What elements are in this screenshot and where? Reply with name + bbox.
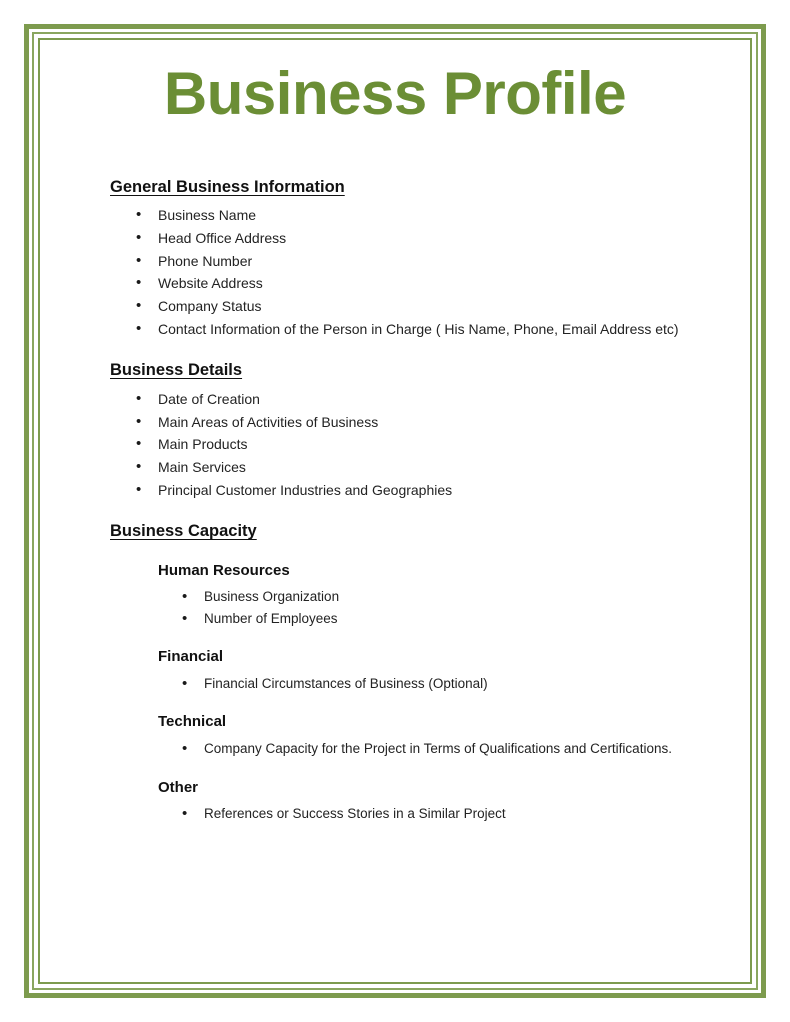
bullet-list [156, 586, 724, 629]
bullet-list [110, 388, 724, 501]
subsection-technical [110, 712, 724, 759]
section-heading: Business Capacity [110, 522, 257, 541]
list-item: • Company Capacity for the Project in Terms of Qualifications and Certifications. [156, 738, 724, 760]
document-body [46, 125, 744, 825]
section-heading: General Business Information [110, 178, 345, 196]
subsection-financial [110, 647, 724, 694]
page-title: Business Profile [163, 60, 627, 127]
list-item: • Contact Information of the Person in Charge ( His Name, Phone, Email Address etc) [110, 318, 724, 341]
section-business-capacity [110, 521, 724, 824]
section-business-details [110, 360, 724, 501]
list-item: • Number of Employees [156, 608, 724, 630]
subsection-heading: Financial [158, 648, 224, 666]
list-item: • References or Success Stories in a Similar Project [156, 803, 724, 825]
list-item: • Business Organization [156, 586, 724, 608]
bullet-list [156, 803, 724, 825]
list-item: • Principal Customer Industries and Geographies [110, 479, 724, 502]
subsection-heading: Other [158, 778, 199, 796]
bullet-list [110, 204, 724, 340]
list-item: • Head Office Address [110, 227, 724, 250]
subsection-other [110, 778, 724, 825]
bullet-list [156, 673, 724, 695]
bullet-list [156, 738, 724, 760]
list-item: • Phone Number [110, 250, 724, 273]
subsection-human-resources [110, 561, 724, 630]
list-item: • Website Address [110, 272, 724, 295]
list-item: • Main Products [110, 433, 724, 456]
subsection-heading: Technical [158, 713, 227, 731]
list-item: • Main Services [110, 456, 724, 479]
section-heading: Business Details [110, 361, 243, 380]
list-item: • Main Areas of Activities of Business [110, 411, 724, 434]
list-item: • Date of Creation [110, 388, 724, 411]
list-item: • Financial Circumstances of Business (Optional) [156, 673, 724, 695]
list-item: • Company Status [110, 295, 724, 318]
list-item: • Business Name [110, 204, 724, 227]
subsection-heading: Human Resources [158, 561, 290, 579]
section-general-business-information [110, 177, 724, 340]
document-content [46, 46, 744, 976]
